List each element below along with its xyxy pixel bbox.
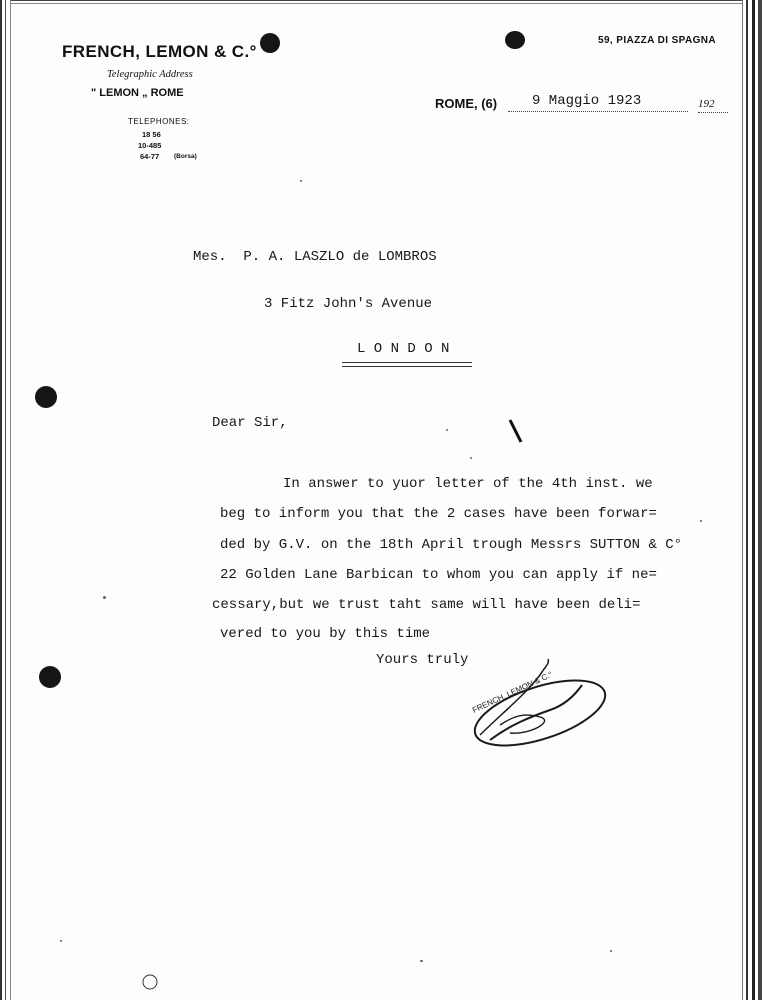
punch-hole — [260, 33, 280, 53]
scan-speck — [446, 429, 448, 431]
recipient-street: 3 Fitz John's Avenue — [264, 296, 433, 312]
city-underline — [342, 362, 472, 363]
punch-hole — [35, 386, 57, 408]
recipient-name: Mes. P. A. LASZLO de LOMBROS — [193, 249, 437, 265]
body-line: In answer to yuor letter of the 4th inst. we — [283, 476, 653, 492]
punch-hole — [39, 666, 61, 688]
scan-speck — [700, 520, 702, 522]
city-label: ROME, (6) — [435, 96, 498, 111]
ink-blot — [505, 31, 525, 49]
recipient-city: L O N D O N — [357, 341, 450, 357]
scan-speck — [610, 950, 612, 952]
body-line: vered to you by this time — [220, 626, 431, 642]
body-line: 22 Golden Lane Barbican to whom you can apply if ne= — [220, 567, 657, 583]
body-line: cessary,but we trust taht same will have been deli= — [212, 597, 641, 613]
telephones-label: TELEPHONES: — [128, 117, 190, 126]
scan-edge-right — [734, 0, 762, 1000]
telegraphic-label: Telegraphic Address — [107, 69, 193, 80]
signature-stamp — [470, 655, 620, 755]
company-name: FRENCH, LEMON & C.° — [62, 42, 257, 61]
ink-mark — [508, 418, 524, 444]
body-line: beg to inform you that the 2 cases have been forwar= — [220, 506, 657, 522]
closing: Yours truly — [376, 652, 469, 668]
year-dotted-line — [698, 112, 728, 113]
scan-edge-top — [0, 0, 762, 6]
salutation: Dear Sir, — [212, 415, 288, 431]
scan-speck — [470, 457, 472, 459]
telephone-number: 64-77 — [140, 152, 160, 161]
scan-speck — [300, 180, 302, 182]
city-underline — [342, 366, 472, 367]
year-suffix: 192 — [698, 98, 715, 110]
date-dotted-line — [508, 111, 688, 112]
scan-edge-left — [0, 0, 18, 1000]
telegraphic-address: " LEMON „ ROME — [91, 87, 184, 99]
body-line: ded by G.V. on the 18th April trough Messrs SUTTON & C° — [220, 537, 683, 553]
telephone-note: (Borsa) — [174, 153, 197, 160]
telephone-number: 18 56 — [142, 130, 161, 139]
scan-speck — [60, 940, 62, 942]
letter-date: 9 Maggio 1923 — [532, 93, 642, 109]
street-address: 59, PIAZZA DI SPAGNA — [598, 35, 717, 46]
telephone-number: 10-485 — [138, 141, 162, 150]
circle-mark — [141, 973, 159, 991]
scan-speck — [103, 596, 106, 599]
scan-speck — [420, 960, 423, 962]
stamp-text: FRENCH, LEMON & C.° — [471, 669, 554, 715]
